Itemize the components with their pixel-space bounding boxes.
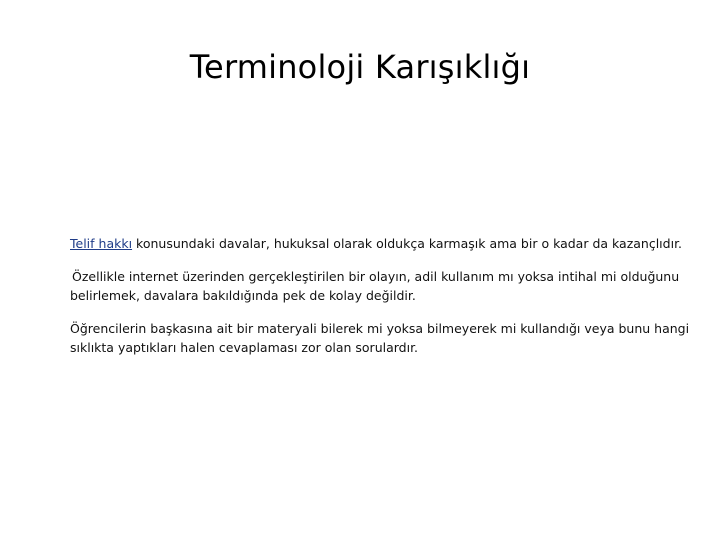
copyright-link[interactable]: Telif hakkı bbox=[70, 236, 133, 251]
paragraph-text: Öğrencilerin başkasına ait bir materyali bilerek mi yoksa bilmeyerek mi kullandığı veya bunu hangi sıklıkta yaptıkları halen cevaplaması zor olan sorulardır. bbox=[70, 321, 690, 355]
paragraph-text: Özellikle internet üzerinden gerçekleştirilen bir olayın, adil kullanım mı yoksa intihal mi olduğunu belirlemek, davalara bakıldığında pek de kolay değildir. bbox=[70, 269, 680, 303]
slide-body bbox=[70, 234, 710, 371]
paragraph-text: konusundaki davalar, hukuksal olarak oldukça karmaşık ama bir o kadar da kazançlıdır. bbox=[132, 236, 683, 251]
paragraph-fair-use bbox=[70, 267, 710, 305]
slide-title: Terminoloji Karışıklığı bbox=[189, 48, 531, 86]
paragraph-copyright-cases bbox=[70, 234, 710, 253]
paragraph-students bbox=[70, 319, 710, 357]
